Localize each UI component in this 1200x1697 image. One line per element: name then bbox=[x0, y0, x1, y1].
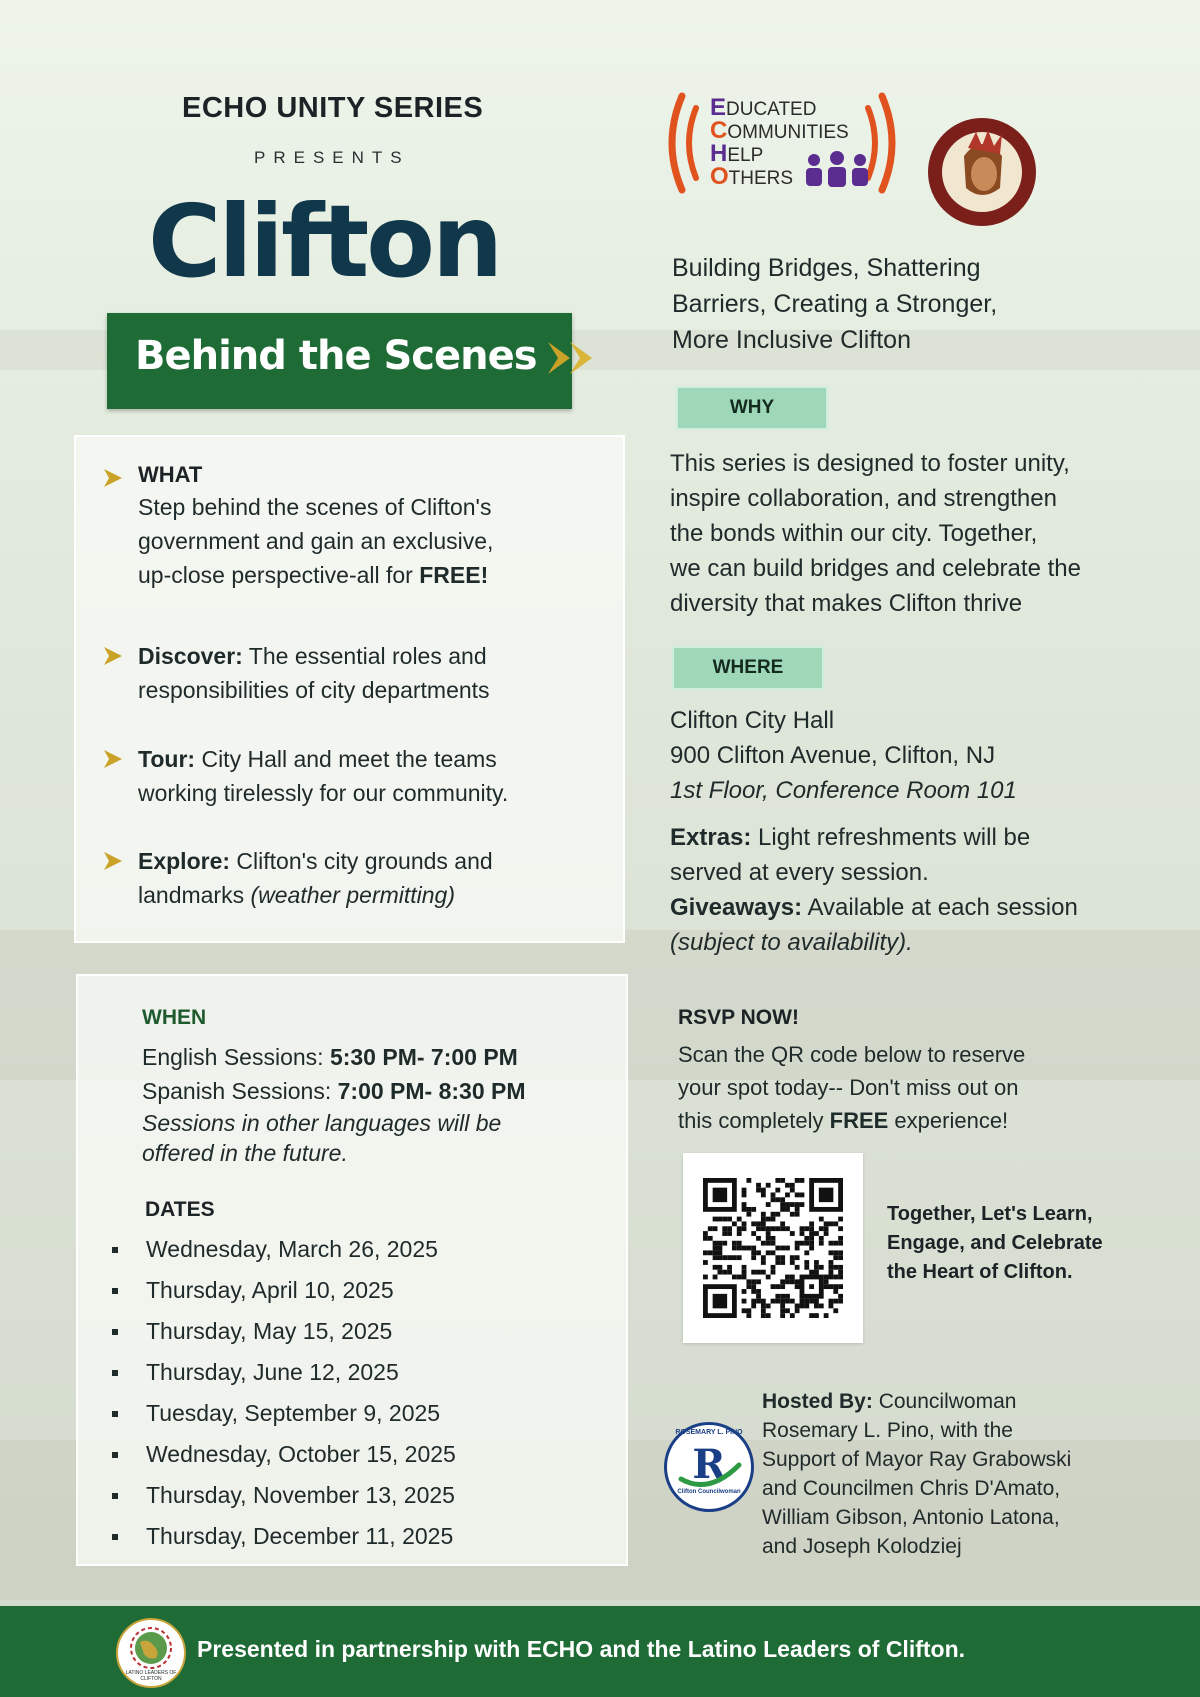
date-item: Thursday, December 11, 2025 bbox=[110, 1516, 590, 1557]
swoosh-icon bbox=[667, 1425, 751, 1509]
city-seal bbox=[928, 118, 1036, 226]
arrow-bullet-icon bbox=[102, 645, 124, 667]
date-item: Tuesday, September 9, 2025 bbox=[110, 1393, 590, 1434]
tagline bbox=[672, 250, 1152, 358]
subtitle-text: Behind the Scenes bbox=[135, 333, 537, 379]
double-chevron-icon bbox=[548, 338, 620, 378]
together-callout: Together, Let's Learn, Engage, and Celebrate the Heart of Clifton. bbox=[887, 1203, 1103, 1283]
tagline-line: Building Bridges, Shattering bbox=[672, 254, 981, 282]
rsvp-qr-code[interactable] bbox=[683, 1153, 863, 1343]
date-item: Thursday, April 10, 2025 bbox=[110, 1270, 590, 1311]
free-emphasis: FREE! bbox=[419, 562, 489, 588]
presents-label: PRESENTS bbox=[254, 148, 410, 167]
date-item: Thursday, November 13, 2025 bbox=[110, 1475, 590, 1516]
councilwoman-logo: ROSEMARY L. PINO R Clifton Councilwoman bbox=[664, 1422, 754, 1512]
where-description: Clifton City Hall 900 Clifton Avenue, Clifton, NJ 1st Floor, Conference Room 101 Extras: Light refreshments will be served at every session. Giveaways: Available at each session (subject to availability). bbox=[670, 707, 1078, 956]
hosted-by: Hosted By: Councilwoman Rosemary L. Pino, with the Support of Mayor Ray Grabowski and Councilmen Chris D'Amato, William Gibson, Antonio Latona, and Joseph Kolodziej bbox=[762, 1390, 1072, 1558]
why-tag: WHY bbox=[676, 386, 828, 430]
explore-item: Explore: Clifton's city grounds and landmarks (weather permitting) bbox=[138, 848, 493, 908]
arrow-bullet-icon bbox=[102, 748, 124, 770]
rsvp-description: Scan the QR code below to reserve your spot today-- Don't miss out on this completely FREE experience! bbox=[678, 1042, 1026, 1133]
series-title: ECHO UNITY SERIES bbox=[182, 92, 484, 124]
dates-heading: DATES bbox=[145, 1198, 215, 1221]
when-heading: WHEN bbox=[142, 1006, 207, 1029]
echo-line-4: OTHERS bbox=[710, 163, 794, 190]
sessions-note: Sessions in other languages will be bbox=[142, 1110, 502, 1136]
date-item: Wednesday, October 15, 2025 bbox=[110, 1434, 590, 1475]
what-section bbox=[138, 462, 598, 592]
tour-item: Tour: City Hall and meet the teams working tirelessly for our community. bbox=[138, 746, 509, 806]
echo-line-3: HELP bbox=[710, 140, 764, 167]
people-group-icon bbox=[802, 150, 872, 190]
english-sessions: English Sessions: 5:30 PM- 7:00 PM bbox=[142, 1044, 518, 1070]
why-description: This series is designed to foster unity, inspire collaboration, and strengthen the bonds within our city. Together, we can build bridges and celebrate the diversity that makes Clifton thrive bbox=[670, 450, 1081, 617]
date-item: Wednesday, March 26, 2025 bbox=[110, 1229, 590, 1270]
when-sessions: English Sessions: 5:30 PM- 7:00 PM Spanish Sessions: 7:00 PM- 8:30 PM Sessions in other languages will be offered in the future. bbox=[142, 1040, 612, 1168]
dates-list bbox=[110, 1229, 590, 1557]
latino-leaders-logo: LATINO LEADERS OF CLIFTON bbox=[116, 1618, 186, 1688]
arrow-bullet-icon bbox=[102, 850, 124, 872]
main-title: Clifton bbox=[148, 183, 501, 300]
date-item: Thursday, June 12, 2025 bbox=[110, 1352, 590, 1393]
rsvp-heading: RSVP NOW! bbox=[678, 1006, 799, 1029]
tagline-line: Barriers, Creating a Stronger, bbox=[672, 290, 998, 318]
subtitle-banner bbox=[107, 313, 572, 409]
tagline-line: More Inclusive Clifton bbox=[672, 326, 911, 354]
where-tag: WHERE bbox=[672, 646, 824, 690]
date-item: Thursday, May 15, 2025 bbox=[110, 1311, 590, 1352]
echo-line-1: EDUCATED bbox=[710, 94, 817, 121]
what-heading: WHAT bbox=[138, 462, 203, 487]
qr-code-icon[interactable] bbox=[703, 1178, 843, 1318]
discover-item: Discover: The essential roles and responsibilities of city departments bbox=[138, 643, 490, 703]
seal-portrait-icon bbox=[928, 118, 1036, 226]
footer-text: Presented in partnership with ECHO and the Latino Leaders of Clifton. bbox=[197, 1636, 966, 1662]
echo-line-2: COMMUNITIES bbox=[710, 117, 849, 144]
arrow-bullet-icon bbox=[102, 467, 124, 489]
spanish-sessions: Spanish Sessions: 7:00 PM- 8:30 PM bbox=[142, 1078, 526, 1104]
what-description: Step behind the scenes of Clifton's government and gain an exclusive, up-close perspective-all for FREE! bbox=[138, 494, 494, 588]
footer-banner bbox=[0, 1606, 1200, 1697]
